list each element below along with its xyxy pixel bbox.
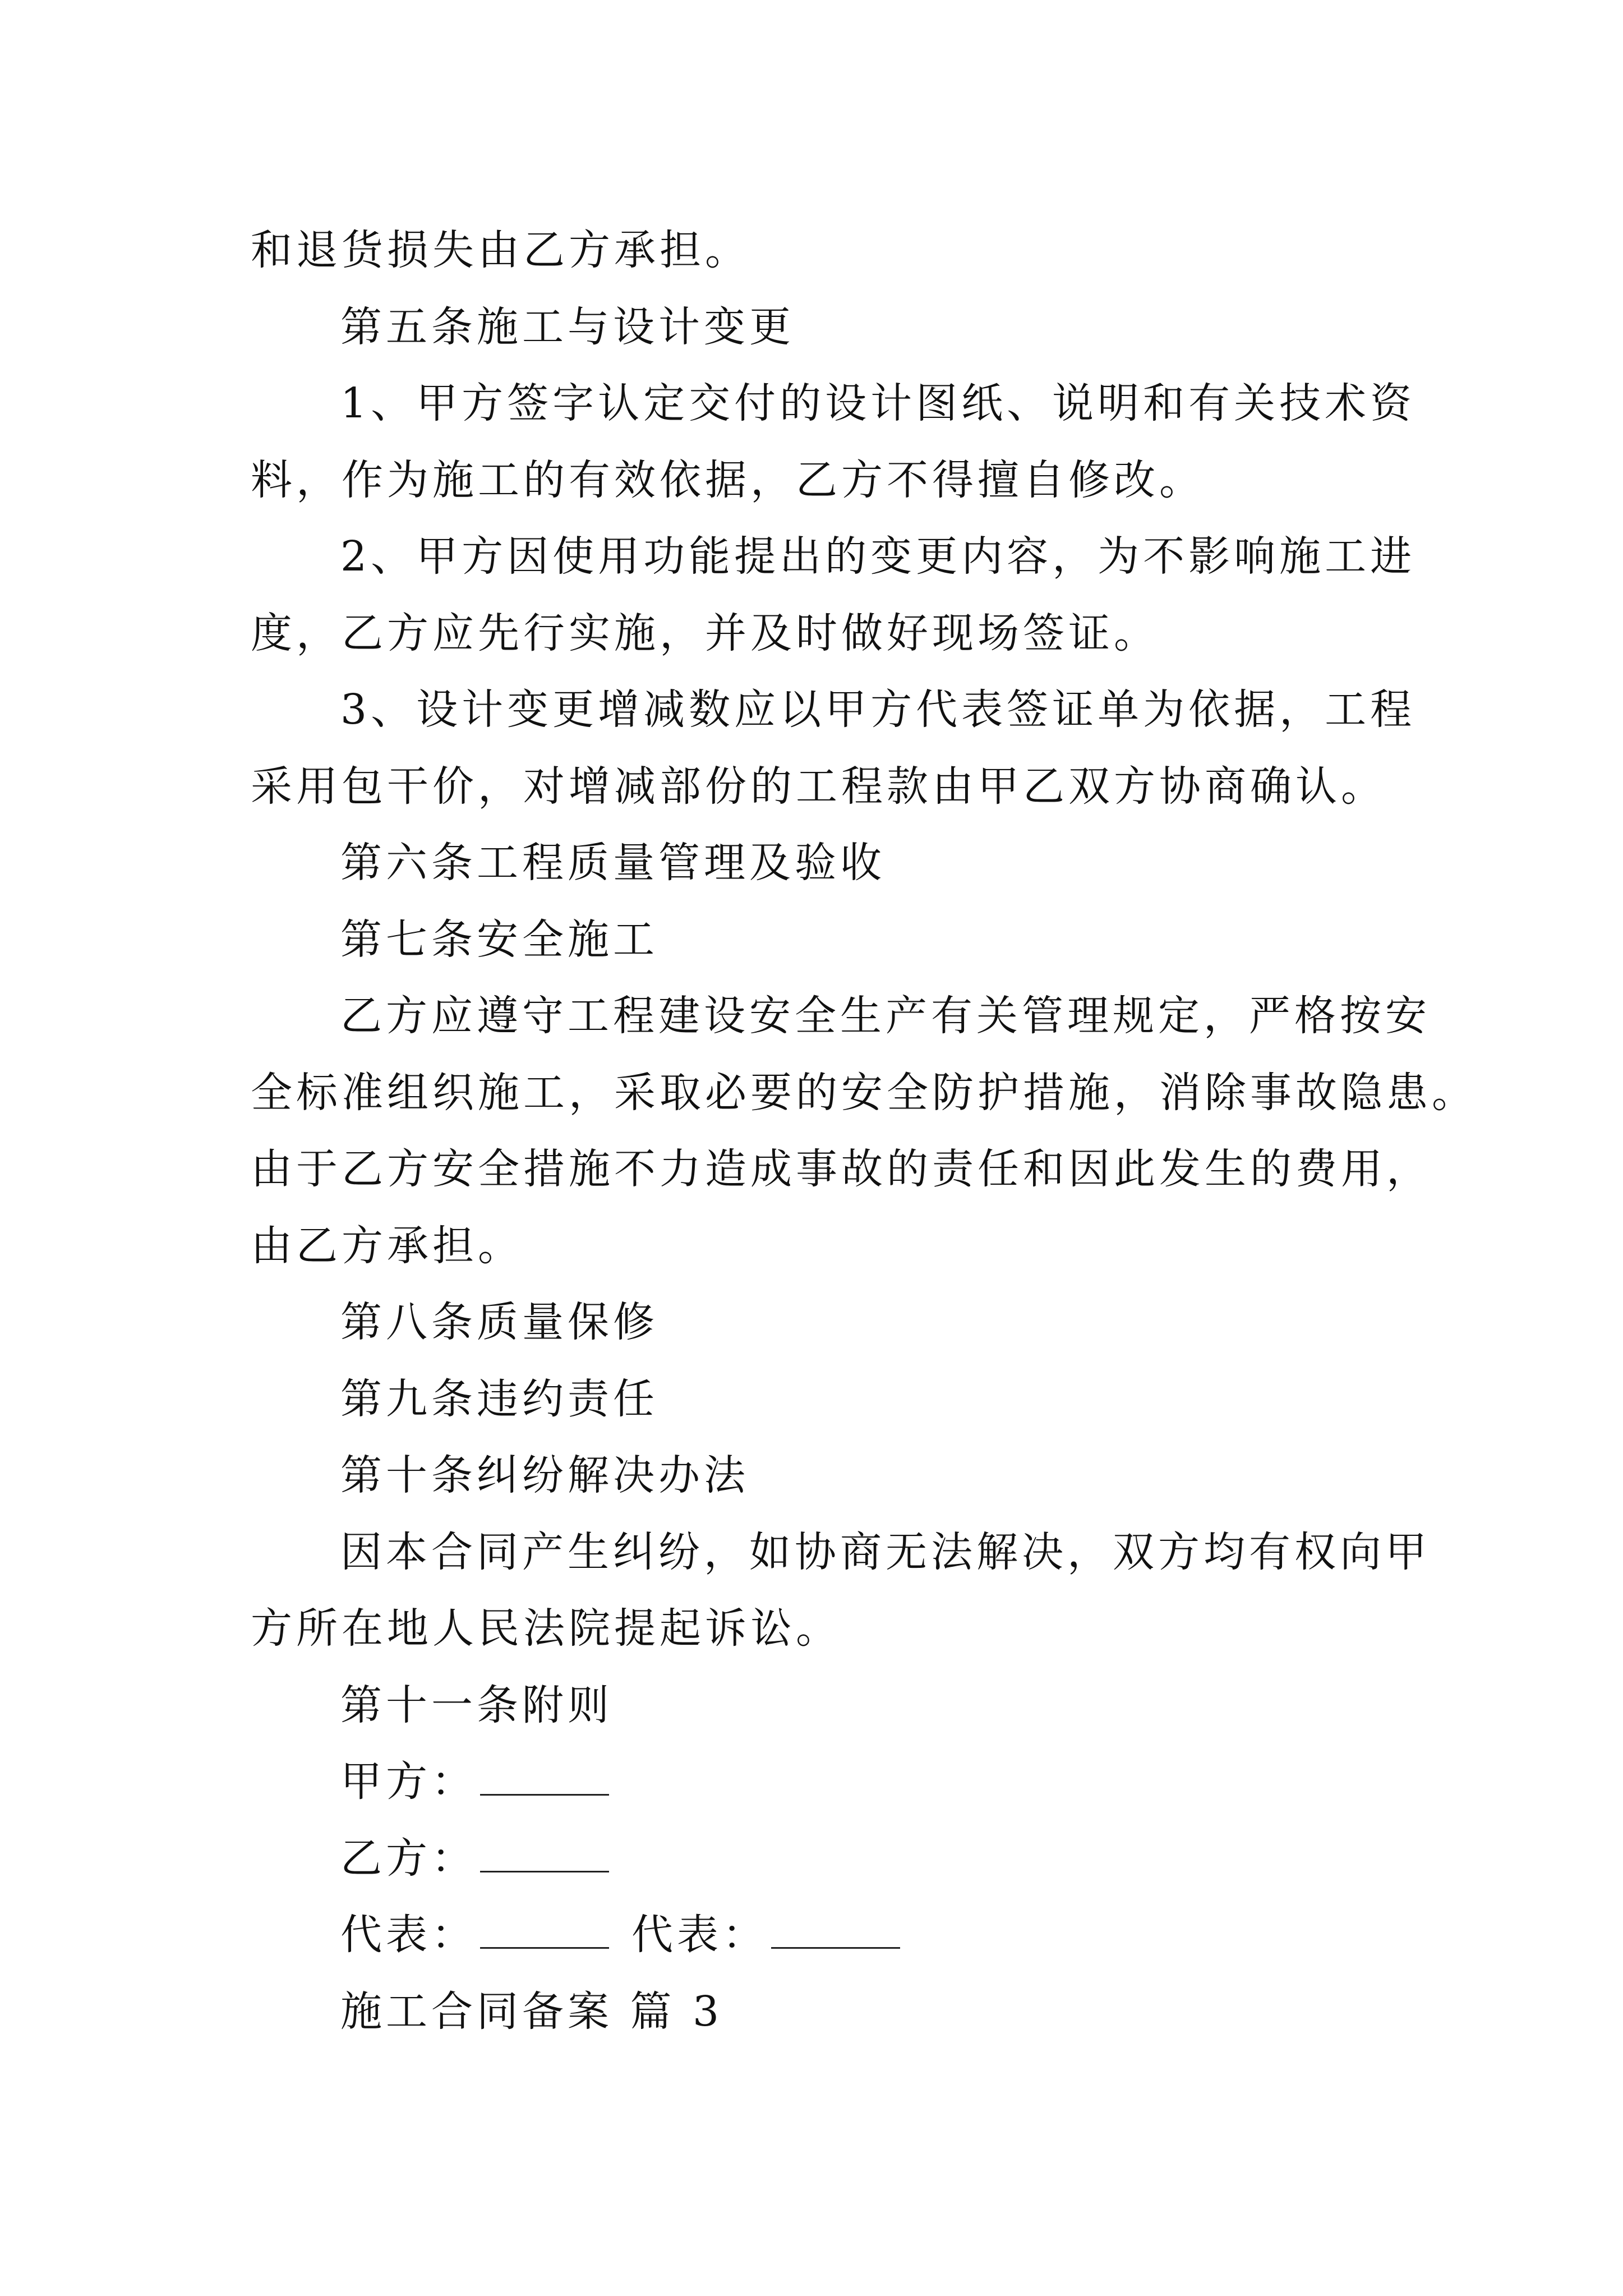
article-heading: 第七条安全施工 xyxy=(340,915,658,964)
party-b-blank xyxy=(480,1837,609,1872)
rep-label-b: 代表： xyxy=(631,1911,768,1959)
party-a-blank xyxy=(480,1760,609,1796)
article-heading: 第六条工程质量管理及验收 xyxy=(340,839,886,887)
rep-label-a: 代表： xyxy=(340,1911,477,1959)
paragraph-line: 度，乙方应先行实施，并及时做好现场签证。 xyxy=(251,609,1159,657)
paragraph-line: 料，作为施工的有效依据，乙方不得擅自修改。 xyxy=(251,455,1205,504)
paragraph-line: 因本合同产生纠纷，如协商无法解决，双方均有权向甲 xyxy=(340,1527,1431,1576)
rep-a-blank xyxy=(480,1913,609,1949)
party-a-signature-line xyxy=(251,1743,1395,1820)
party-b-signature-line xyxy=(251,1820,1395,1897)
paragraph-line: 2、甲方因使用功能提出的变更内容，为不影响施工进 xyxy=(340,532,1416,581)
paragraph-line: 由乙方承担。 xyxy=(251,1221,523,1270)
paragraph-line: 全标准组织施工，采取必要的安全防护措施，消除事故隐患。 xyxy=(251,1068,1477,1117)
party-a-label: 甲方： xyxy=(340,1757,477,1806)
rep-b-blank xyxy=(771,1913,900,1949)
section-title: 施工合同备案 篇 3 xyxy=(340,1987,723,2036)
representative-signature-line xyxy=(251,1897,1395,1973)
paragraph-line: 采用包干价，对增减部份的工程款由甲乙双方协商确认。 xyxy=(251,762,1386,811)
article-heading: 第九条违约责任 xyxy=(340,1374,658,1423)
article-heading: 第八条质量保修 xyxy=(340,1298,658,1346)
party-b-label: 乙方： xyxy=(340,1834,477,1883)
paragraph-line: 和退货损失由乙方承担。 xyxy=(251,226,750,274)
paragraph-line: 方所在地人民法院提起诉讼。 xyxy=(251,1604,841,1653)
article-heading: 第十条纠纷解决办法 xyxy=(340,1451,749,1499)
article-heading: 第十一条附则 xyxy=(340,1681,613,1729)
paragraph-line: 乙方应遵守工程建设安全生产有关管理规定，严格按安 xyxy=(340,992,1431,1040)
paragraph-line: 由于乙方安全措施不力造成事故的责任和因此发生的费用， xyxy=(251,1145,1432,1193)
article-heading: 第五条施工与设计变更 xyxy=(340,302,795,351)
paragraph-line: 3、设计变更增减数应以甲方代表签证单为依据，工程 xyxy=(340,685,1416,734)
paragraph-line: 1、甲方签字认定交付的设计图纸、说明和有关技术资 xyxy=(340,379,1416,427)
document-body xyxy=(251,212,1477,2050)
